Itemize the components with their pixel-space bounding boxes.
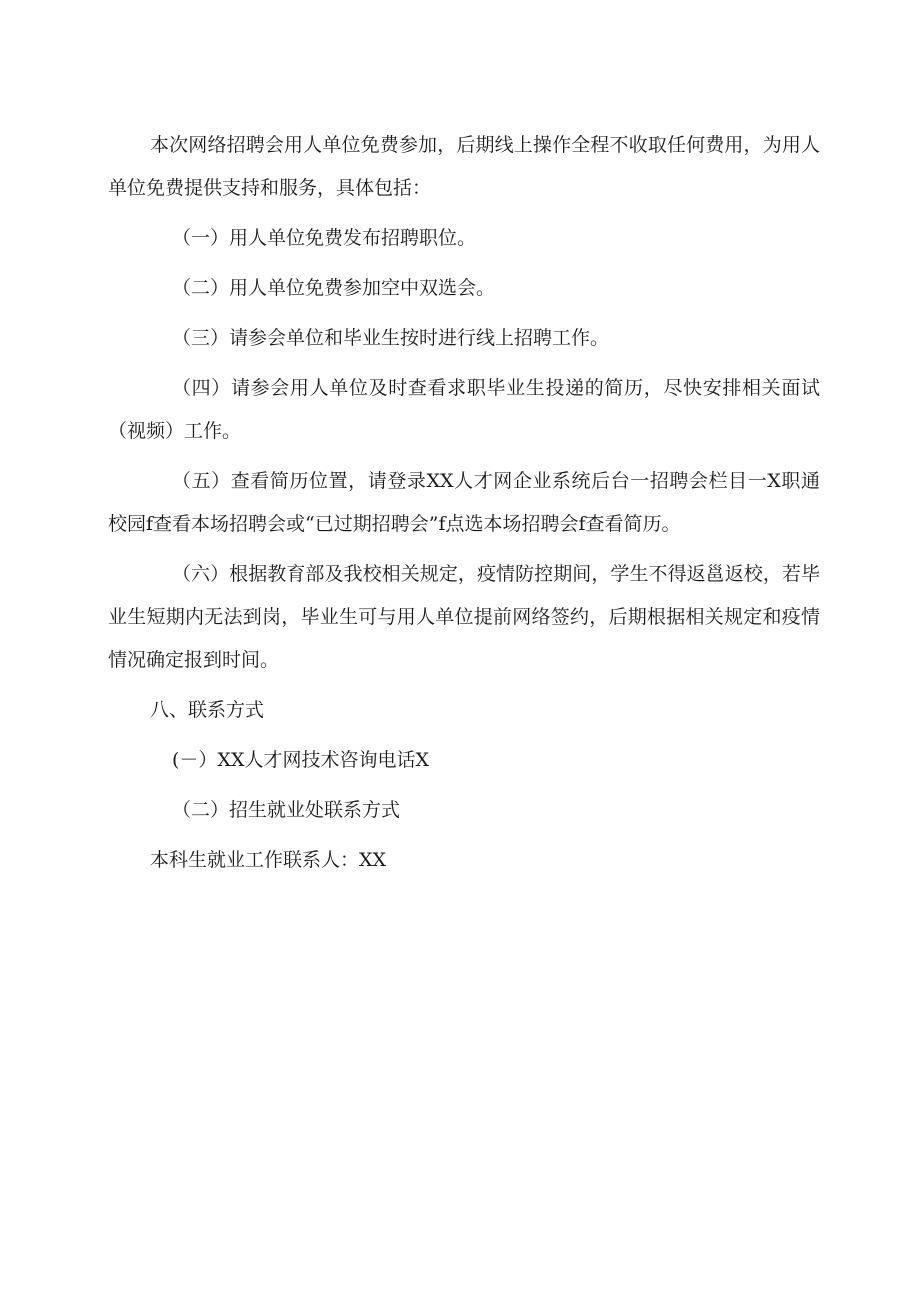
item-4-paragraph: （四）请参会用人单位及时查看求职毕业生投递的简历，尽快安排相关面试（视频）工作。	[108, 377, 820, 442]
item-2-paragraph: （二）用人单位免费参加空中双选会。	[172, 277, 496, 299]
section-heading-contact: 八、联系方式	[150, 699, 265, 721]
intro-paragraph: 本次网络招聘会用人单位免费参加，后期线上操作全程不收取任何费用，为用人单位免费提供支持和服务，具体包括：	[108, 134, 820, 199]
document-body	[108, 124, 820, 889]
item-5-paragraph: （五）查看简历位置，请登录XX人才网企业系统后台一招聘会栏目一X职通校园f查看本场招聘会或“已过期招聘会”f点选本场招聘会f查看简历。	[108, 470, 820, 535]
contact-item-2: （二）招生就业处联系方式	[172, 799, 401, 821]
item-1-paragraph: （一）用人单位免费发布招聘职位。	[172, 227, 477, 249]
item-3-paragraph: （三）请参会单位和毕业生按时进行线上招聘工作。	[172, 327, 610, 349]
item-6-paragraph: （六）根据教育部及我校相关规定，疫情防控期间，学生不得返邕返校，若毕业生短期内无法到岗，毕业生可与用人单位提前网络签约，后期根据相关规定和疫情情况确定报到时间。	[108, 563, 820, 671]
contact-person-line: 本科生就业工作联系人：XX	[150, 849, 387, 871]
contact-item-1: (－）XX人才网技术咨询电话X	[172, 749, 429, 771]
